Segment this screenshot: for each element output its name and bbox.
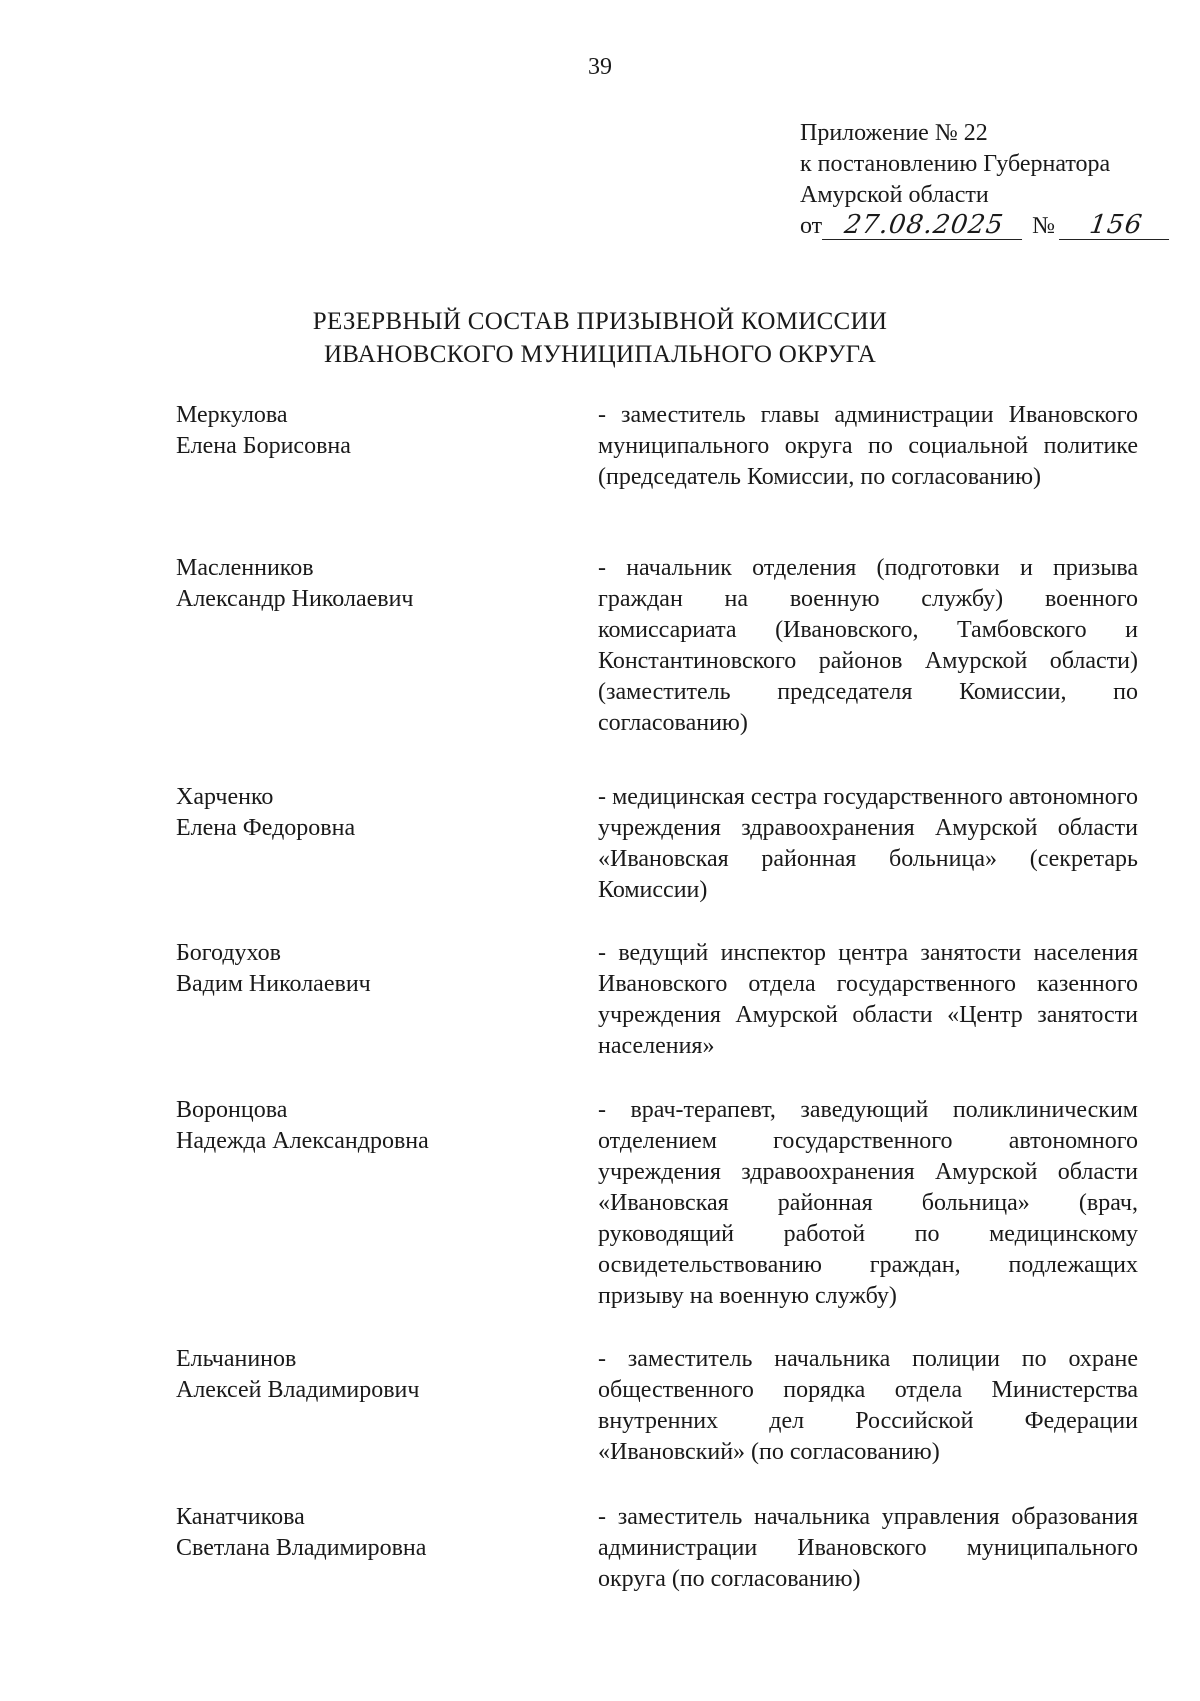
member-name <box>176 1095 556 1157</box>
member-given-name: Светлана Владимировна <box>176 1535 427 1561</box>
member-name <box>176 782 556 844</box>
member-given-name: Елена Федоровна <box>176 815 356 841</box>
number-prefix: № <box>1032 213 1056 239</box>
document-title <box>0 305 1200 371</box>
member-name <box>176 938 556 1000</box>
member-surname: Харченко <box>176 784 274 810</box>
member-role: - врач-терапевт, заведующий поликлиническим отделением государственного автономного учреждения здравоохранения Амурской области «Ивановская районная больница» (врач, руководящий работой по медицинскому освидетельствованию граждан, подлежащих призыву на военную службу) <box>598 1097 1138 1309</box>
member-role: - заместитель начальника управления образования администрации Ивановского муниципального округа (по согласованию) <box>598 1504 1138 1592</box>
appendix-header <box>800 118 1171 242</box>
handwritten-date: 27.08.2025 <box>822 211 1026 240</box>
member-surname: Канатчикова <box>176 1504 305 1530</box>
member-given-name: Александр Николаевич <box>176 586 414 612</box>
page-number: 39 <box>588 54 612 80</box>
member-role: - заместитель главы администрации Ивановского муниципального округа по социальной политике (председатель Комиссии, по согласованию) <box>598 402 1138 490</box>
member-name <box>176 400 556 462</box>
member-role: - заместитель начальника полиции по охране общественного порядка отдела Министерства внутренних дел Российской Федерации «Ивановский» (по согласованию) <box>598 1346 1138 1465</box>
member-name <box>176 1344 556 1406</box>
member-name <box>176 1502 556 1564</box>
member-name <box>176 553 556 615</box>
member-role: - медицинская сестра государственного автономного учреждения здравоохранения Амурской области «Ивановская районная больница» (секретарь Комиссии) <box>598 784 1138 903</box>
member-role: - начальник отделения (подготовки и призыва граждан на военную службу) военного комиссариата (Ивановского, Тамбовского и Константиновского районов Амурской области) (заместитель председателя Комиссии, по согласованию) <box>598 555 1138 736</box>
appendix-region: Амурской области <box>800 182 989 208</box>
member-given-name: Надежда Александровна <box>176 1128 429 1154</box>
member-given-name: Алексей Владимирович <box>176 1377 420 1403</box>
member-surname: Воронцова <box>176 1097 288 1123</box>
title-line-1: РЕЗЕРВНЫЙ СОСТАВ ПРИЗЫВНОЙ КОМИССИИ <box>312 308 888 335</box>
appendix-resolution-ref: к постановлению Губернатора <box>800 151 1111 177</box>
member-given-name: Елена Борисовна <box>176 433 351 459</box>
title-line-2: ИВАНОВСКОГО МУНИЦИПАЛЬНОГО ОКРУГА <box>323 341 877 368</box>
member-given-name: Вадим Николаевич <box>176 971 371 997</box>
handwritten-number: 156 <box>1059 211 1173 240</box>
appendix-date-number-line <box>800 211 1171 242</box>
member-role: - ведущий инспектор центра занятости населения Ивановского отдела государственного казенного учреждения Амурской области «Центр занятости населения» <box>598 940 1138 1059</box>
member-surname: Богодухов <box>176 940 281 966</box>
date-prefix: от <box>800 213 823 239</box>
member-surname: Ельчанинов <box>176 1346 297 1372</box>
member-surname: Масленников <box>176 555 314 581</box>
member-surname: Меркулова <box>176 402 288 428</box>
appendix-number: Приложение № 22 <box>800 120 988 146</box>
